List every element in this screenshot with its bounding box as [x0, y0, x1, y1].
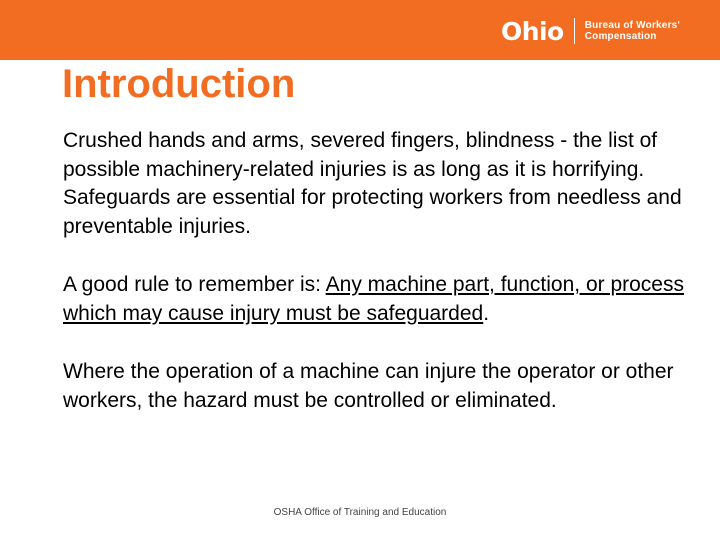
ohio-bwc-logo: [501, 16, 680, 46]
rule-lead: A good rule to remember is:: [63, 273, 326, 296]
logo-line-1: Bureau of Workers': [584, 20, 680, 31]
logo-line-2: Compensation: [584, 31, 657, 42]
logo-wordmark: Ohio: [500, 16, 564, 46]
rule-text: Any machine part, function, or process which may cause injury must be safeguarded: [63, 273, 684, 325]
hazard-paragraph: Where the operation of a machine can injure the operator or other workers, the hazard must be controlled or eliminated.: [63, 360, 674, 412]
logo-divider: [574, 18, 575, 44]
slide-title: Introduction: [62, 62, 296, 106]
rule-period: .: [483, 301, 490, 325]
rule-paragraph: [63, 271, 703, 328]
footer-text: OSHA Office of Training and Education: [273, 507, 447, 518]
intro-paragraph: Crushed hands and arms, severed fingers, blindness - the list of possible machinery-related injuries is as long as it is horrifying. Safeguards are essential for protecting workers from needless and preventable injuries.: [63, 129, 682, 238]
header-bar: [0, 0, 720, 60]
logo-text: [585, 20, 680, 42]
